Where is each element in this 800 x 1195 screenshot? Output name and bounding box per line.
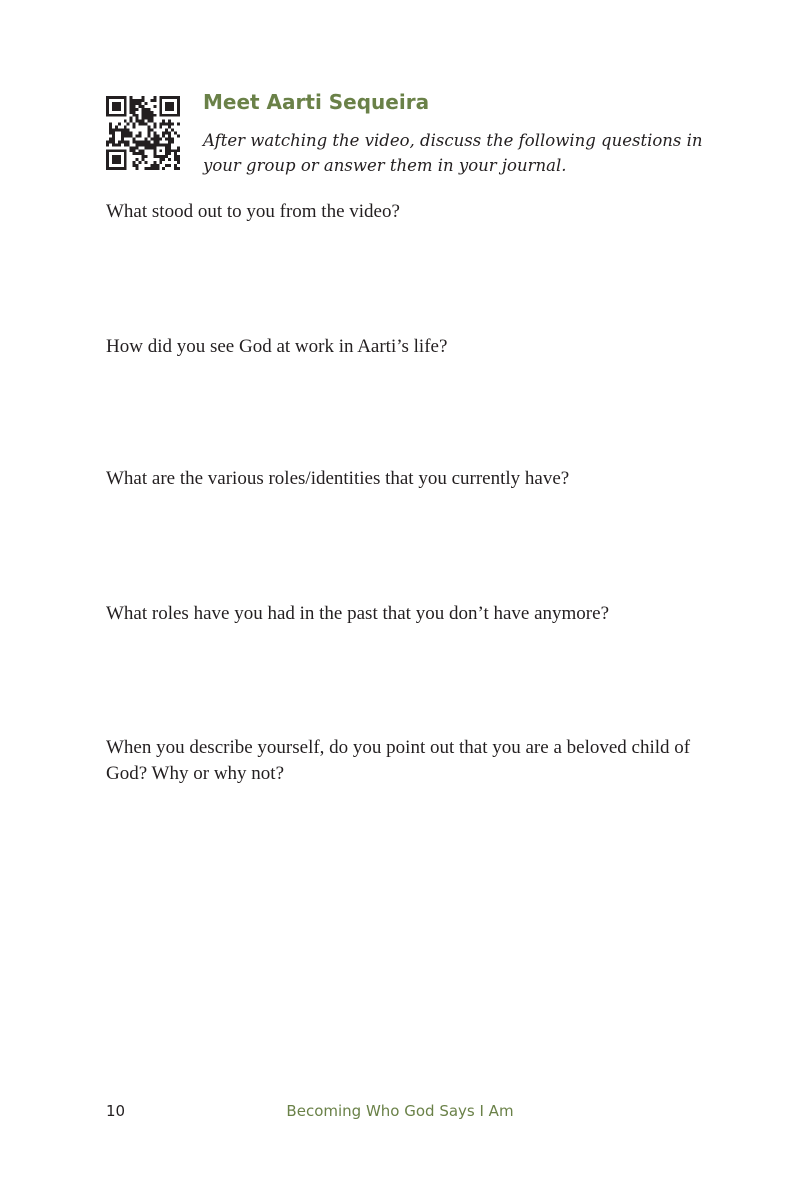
qr-code-icon xyxy=(106,96,180,170)
page-number: 10 xyxy=(106,1102,126,1120)
question-3: What are the various roles/identities that you currently have? xyxy=(106,468,570,489)
question-1: What stood out to you from the video? xyxy=(106,201,400,222)
question-2: How did you see God at work in Aarti’s life? xyxy=(106,336,448,357)
section-heading: Meet Aarti Sequeira xyxy=(203,90,430,114)
question-5: When you describe yourself, do you point out that you are a beloved child of God? Why or why not? xyxy=(106,737,691,784)
section-instructions: After watching the video, discuss the following questions in your group or answer them in your journal. xyxy=(203,131,703,175)
running-footer-title: Becoming Who God Says I Am xyxy=(286,1102,514,1120)
question-4: What roles have you had in the past that you don’t have anymore? xyxy=(106,603,609,624)
